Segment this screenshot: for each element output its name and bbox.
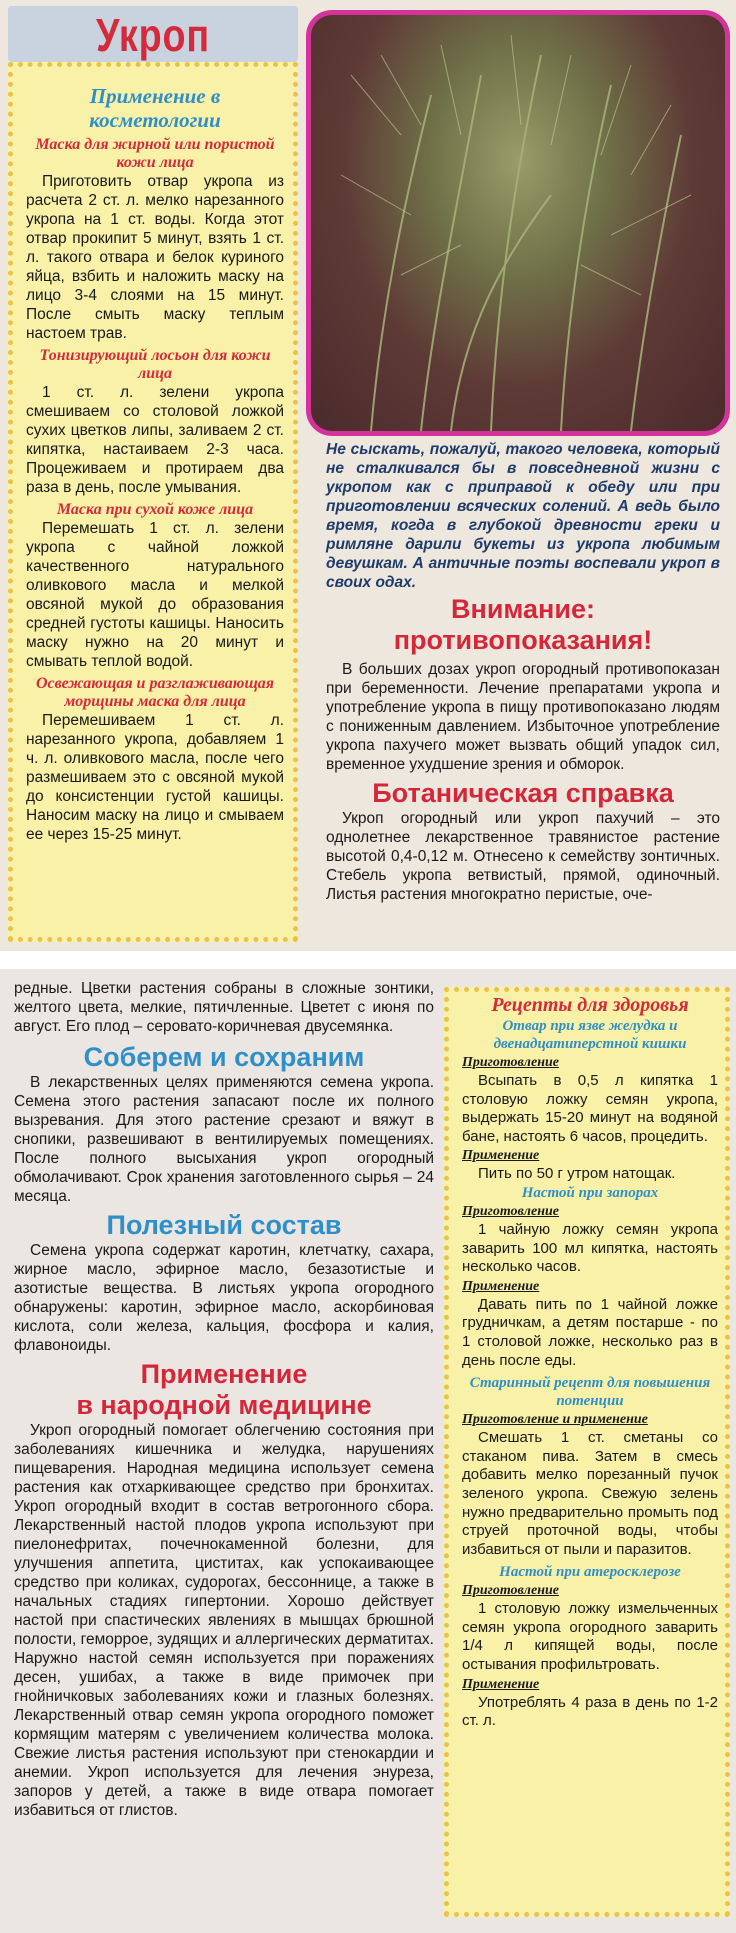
cosmetics-item-text: 1 ст. л. зелени укропа смешиваем со столовой ложкой сухих цветков липы, заливаем 2 ст. кипятка, настаиваем 2-3 часа. Процеживаем и протираем два раза в день, после умывания. — [26, 384, 284, 496]
dill-plant-image — [311, 15, 725, 431]
composition-heading: Полезный состав — [106, 1210, 342, 1240]
cosmetics-item-title: Освежающая и разглаживающая морщины маска для лица — [35, 675, 275, 710]
folk-heading-1: Применение — [140, 1359, 308, 1389]
recipe-use: Употреблять 4 раза в день по 1-2 ст. л. — [462, 1693, 718, 1730]
botany-text: Укроп огородный или укроп пахучий – это однолетнее лекарственное травянистое растение высотой 0,4-0,12 м. Отнесено к семейству зонтичных. Стебель укропа ветвистый, прямой, одиночный. Листья растения многократно перистые, оче- — [326, 810, 720, 903]
botany-heading: Ботаническая справка — [372, 778, 674, 808]
folk-text: Укроп огородный помогает облегчению состояния при заболеваниях кишечника и желудка, нарушениях пищеварения. Народная медицина использует семена растения как отхаркивающее средство при бронхитах. Укроп огородный входит в состав ветрогонного сбора. Лекарственный настой плодов укропа используют при пиелонефритах, почечнокаменной болезни, для улучшения аппетита, циститах, как успокаивающее средство при коликах, судорогах, бессоннице, а также в начальных стадиях гипертонии. Хорошо действует настой при спастических явлениях в мышцах брюшной полости, геморрое, зудящих и аллергических дерматитах. Наружно настой семян используется при поражениях десен, ушибах, а также в виде примочек при гнойничковых заболеваниях кожи и глазных болезнях. Лекарственный отвар семян укропа огородного поможет кормящим матерям с увеличением количества молока. Свежие листья растения используют при стенокардии и анемии. Укроп используется для лечения энуреза, запоров у детей, а также в виде отвара помогает избавиться от глистов. — [14, 1422, 434, 1819]
composition-text: Семена укропа содержат каротин, клетчатку, сахара, жирное масло, эфирное масло, безазотистые и азотистые вещества. В листьях укропа огородного обнаружены: каротин, эфирное масло, аскорбиновая кислота, соли железа, кальция, фосфора и калия, флавоноиды. — [14, 1242, 434, 1354]
recipe-title: Старинный рецепт для повышения потенции — [469, 1375, 711, 1410]
recipe-prep-label: Приготовление — [462, 1055, 559, 1070]
collect-heading: Соберем и сохраним — [83, 1042, 365, 1072]
recipe-use-label: Применение — [462, 1278, 540, 1294]
warning-text: В больших дозах укроп огородный противопоказан при беременности. Лечение препаратами укропа и употребление укропа в пищу противопоказано людям с пониженным давлением. Избыточное употребление укропа пахучего может вызвать общий упадок сил, временное ухудшение зрения и обморок. — [326, 661, 720, 773]
cosmetics-item-title: Маска для жирной или пористой кожи лица — [35, 136, 275, 171]
recipe-prep: 1 чайную ложку семян укропа заварить 100 мл кипятка, настоять несколько часов. — [462, 1220, 718, 1276]
collect-text: В лекарственных целях применяются семена укропа. Семена этого растения запасают после их полного вызревания. Для этого растение срезают и вяжут в снопики, развешивают в вентилируемых помещениях. После полного высыхания укроп огородный обмолачивают. Срок хранения заготовленного сырья – 24 месяца. — [14, 1074, 434, 1205]
warning-heading: Внимание: противопоказания! — [393, 594, 653, 655]
recipe-title: Настой при атеросклерозе — [499, 1564, 681, 1581]
dill-photo — [306, 10, 730, 436]
recipe-prep-label: Приготовление — [462, 1583, 559, 1599]
recipe-use-label: Применение — [462, 1148, 540, 1164]
recipe-prep: 1 столовую ложку измельченных семян укропа огородного заварить 1/4 л кипящей воды, после остывания профильтровать. — [462, 1600, 718, 1674]
recipe-title: Настой при запорах — [521, 1184, 659, 1201]
cosmetics-item-title: Маска при сухой коже лица — [56, 501, 254, 518]
recipe-use-label: Применение — [462, 1676, 540, 1692]
recipe-prep-label: Приготовление — [462, 1203, 559, 1219]
recipe-prep: Всыпать в 0,5 л кипятка 1 столовую ложку семян укропа, выдержать 15-20 минут на водяной бане, настоять 6 часов, процедить. — [462, 1072, 718, 1145]
left-column — [14, 979, 434, 1820]
cosmetics-item-text: Перемешиваем 1 ст. л. нарезанного укропа, добавляем 1 ч. л. оливкового масла, после чего размешиваем это с овсяной мукой до консистенции густой кашицы. Наносим маску на лицо и смываем ее через 15-25 минут. — [26, 712, 284, 843]
cosmetics-heading: Применение в косметологии — [89, 84, 221, 132]
cosmetics-item-title: Тонизирующий лосьон для кожи лица — [39, 347, 271, 382]
intro-text: Не сыскать, пожалуй, такого человека, который не сталкивался бы в повседневной жизни с укропом как с приправой к обеду или при приготовлении всяческих солений. А ведь было время, когда в глубокой древности греки и римляне дарили букеты из укропа любимым девушкам. А античные поэты воспевали укроп в своих одах. — [326, 441, 720, 591]
cosmetics-item-text: Перемешать 1 ст. л. зелени укропа с чайной ложкой качественного натурального оливкового масла и мелкой овсяной мукой до образования средней густоты кашицы. Наносить маску нужно на 20 минут и смывать теплой водой. — [26, 520, 284, 670]
title-box — [8, 6, 298, 62]
cosmetics-item-text: Приготовить отвар укропа из расчета 2 ст. л. мелко нарезанного укропа на 1 ст. воды. Когда этот отвар прокипит 5 минут, взять 1 ст. л. такого отвара и белок куриного яйца, взбить и наложить маску на лицо 3-4 слоями на 15 минут. После смыть маску теплым настоем трав. — [26, 173, 284, 342]
recipes-column — [462, 993, 718, 1731]
recipe-title: Отвар при язве желудка и двенадцатиперстной кишки — [493, 1018, 687, 1052]
page-top — [0, 0, 736, 951]
page-separator — [0, 951, 736, 969]
page-title: Укроп — [96, 9, 210, 61]
warning-section — [326, 594, 720, 904]
cosmetics-column — [26, 84, 284, 844]
folk-heading-2: в народной медицине — [76, 1390, 372, 1420]
recipes-heading: Рецепты для здоровья — [491, 994, 689, 1016]
page-bottom — [0, 969, 736, 1933]
recipe-use: Пить по 50 г утром натощак. — [478, 1165, 676, 1183]
recipe-prep: Смешать 1 ст. сметаны со стаканом пива. Затем в смесь добавить мелко порезанный пучок зеленого укропа. Свежую зелень нужно предварительно промыть под струей проточной воды, чтобы избавиться от пыли и паразитов. — [462, 1429, 718, 1558]
botany-text-continued: редные. Цветки растения собраны в сложные зонтики, желтого цвета, мелкие, пятичленные. Цветет с июня по август. Его плод – серовато-коричневая двусемянка. — [14, 980, 434, 1035]
recipe-prep-label: Приготовление и применение — [462, 1412, 648, 1428]
recipe-use: Давать пить по 1 чайной ложке грудничкам, а детям постарше - по 1 столовой ложке, несколько раз в день после еды. — [462, 1295, 718, 1369]
